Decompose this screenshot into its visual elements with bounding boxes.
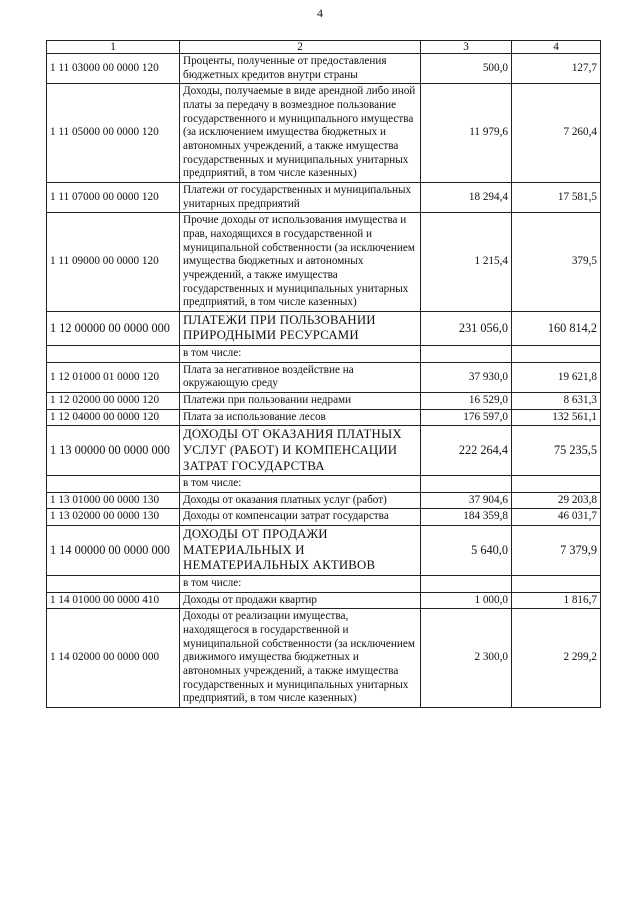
code-cell: 1 13 01000 00 0000 130 xyxy=(47,492,180,509)
name-cell: Доходы, получаемые в виде арендной либо иной платы за передачу в возмездное пользование государственного и муниципального имущества (за исключением имущества бюджетных и автономных учреждений, а также имущества государственных и муниципальных унитарных предприятий, в том числе казенных) xyxy=(180,84,421,183)
plan-value-cell xyxy=(421,346,512,363)
actual-value-cell: 7 379,9 xyxy=(512,526,601,576)
table-row xyxy=(47,492,601,509)
actual-value-cell: 7 260,4 xyxy=(512,84,601,183)
table-row xyxy=(47,311,601,345)
name-cell: ДОХОДЫ ОТ ОКАЗАНИЯ ПЛАТНЫХ УСЛУГ (РАБОТ) И КОМПЕНСАЦИИ ЗАТРАТ ГОСУДАРСТВА xyxy=(180,426,421,476)
actual-value-cell: 1 816,7 xyxy=(512,592,601,609)
table-row xyxy=(47,362,601,392)
column-header-actual: 4 xyxy=(512,41,601,54)
table-row xyxy=(47,592,601,609)
name-cell: Прочие доходы от использования имущества и прав, находящихся в государственной и муниципальной собственности (за исключением имущества бюджетных и автономных учреждений, а также имущества государственных и муниципальных унитарных предприятий, в том числе казенных) xyxy=(180,213,421,312)
code-cell: 1 12 00000 00 0000 000 xyxy=(47,311,180,345)
code-cell: 1 11 09000 00 0000 120 xyxy=(47,213,180,312)
table-row xyxy=(47,526,601,576)
column-header-plan: 3 xyxy=(421,41,512,54)
table-row xyxy=(47,609,601,708)
name-cell: в том числе: xyxy=(180,575,421,592)
code-cell: 1 12 01000 01 0000 120 xyxy=(47,362,180,392)
actual-value-cell: 17 581,5 xyxy=(512,182,601,212)
plan-value-cell: 2 300,0 xyxy=(421,609,512,708)
code-cell: 1 14 00000 00 0000 000 xyxy=(47,526,180,576)
page-number: 4 xyxy=(317,6,323,20)
name-cell: Плата за использование лесов xyxy=(180,409,421,426)
table-header-row xyxy=(47,41,601,54)
actual-value-cell: 379,5 xyxy=(512,213,601,312)
column-header-name: 2 xyxy=(180,41,421,54)
plan-value-cell xyxy=(421,575,512,592)
plan-value-cell: 176 597,0 xyxy=(421,409,512,426)
name-cell: Проценты, полученные от предоставления бюджетных кредитов внутри страны xyxy=(180,54,421,84)
table-row xyxy=(47,84,601,183)
actual-value-cell: 29 203,8 xyxy=(512,492,601,509)
plan-value-cell: 11 979,6 xyxy=(421,84,512,183)
table-row xyxy=(47,476,601,493)
plan-value-cell: 5 640,0 xyxy=(421,526,512,576)
table-row xyxy=(47,213,601,312)
table-row xyxy=(47,575,601,592)
code-cell xyxy=(47,346,180,363)
plan-value-cell: 16 529,0 xyxy=(421,393,512,410)
name-cell: Платежи при пользовании недрами xyxy=(180,393,421,410)
column-header-code: 1 xyxy=(47,41,180,54)
actual-value-cell: 160 814,2 xyxy=(512,311,601,345)
plan-value-cell xyxy=(421,476,512,493)
plan-value-cell: 500,0 xyxy=(421,54,512,84)
actual-value-cell xyxy=(512,575,601,592)
actual-value-cell xyxy=(512,476,601,493)
plan-value-cell: 1 215,4 xyxy=(421,213,512,312)
code-cell: 1 14 01000 00 0000 410 xyxy=(47,592,180,609)
plan-value-cell: 37 930,0 xyxy=(421,362,512,392)
plan-value-cell: 184 359,8 xyxy=(421,509,512,526)
name-cell: Платежи от государственных и муниципальных унитарных предприятий xyxy=(180,182,421,212)
table-row xyxy=(47,393,601,410)
actual-value-cell: 75 235,5 xyxy=(512,426,601,476)
name-cell: в том числе: xyxy=(180,476,421,493)
revenue-table xyxy=(46,40,601,708)
name-cell: Плата за негативное воздействие на окружающую среду xyxy=(180,362,421,392)
actual-value-cell: 46 031,7 xyxy=(512,509,601,526)
plan-value-cell: 231 056,0 xyxy=(421,311,512,345)
plan-value-cell: 37 904,6 xyxy=(421,492,512,509)
name-cell: Доходы от оказания платных услуг (работ) xyxy=(180,492,421,509)
plan-value-cell: 1 000,0 xyxy=(421,592,512,609)
code-cell: 1 11 07000 00 0000 120 xyxy=(47,182,180,212)
code-cell: 1 13 00000 00 0000 000 xyxy=(47,426,180,476)
actual-value-cell: 2 299,2 xyxy=(512,609,601,708)
table-body xyxy=(47,54,601,708)
name-cell: Доходы от компенсации затрат государства xyxy=(180,509,421,526)
code-cell xyxy=(47,476,180,493)
actual-value-cell: 8 631,3 xyxy=(512,393,601,410)
actual-value-cell xyxy=(512,346,601,363)
name-cell: ДОХОДЫ ОТ ПРОДАЖИ МАТЕРИАЛЬНЫХ И НЕМАТЕРИАЛЬНЫХ АКТИВОВ xyxy=(180,526,421,576)
name-cell: в том числе: xyxy=(180,346,421,363)
code-cell: 1 11 03000 00 0000 120 xyxy=(47,54,180,84)
actual-value-cell: 132 561,1 xyxy=(512,409,601,426)
table-row xyxy=(47,426,601,476)
plan-value-cell: 18 294,4 xyxy=(421,182,512,212)
table-row xyxy=(47,54,601,84)
name-cell: Доходы от продажи квартир xyxy=(180,592,421,609)
name-cell: ПЛАТЕЖИ ПРИ ПОЛЬЗОВАНИИ ПРИРОДНЫМИ РЕСУРСАМИ xyxy=(180,311,421,345)
name-cell: Доходы от реализации имущества, находящегося в государственной и муниципальной собственности (за исключением движимого имущества бюджетных и автономных учреждений, а также имущества государственных и муниципальных унитарных предприятий, в том числе казенных) xyxy=(180,609,421,708)
table-row xyxy=(47,509,601,526)
code-cell: 1 12 02000 00 0000 120 xyxy=(47,393,180,410)
code-cell: 1 14 02000 00 0000 000 xyxy=(47,609,180,708)
code-cell: 1 12 04000 00 0000 120 xyxy=(47,409,180,426)
plan-value-cell: 222 264,4 xyxy=(421,426,512,476)
actual-value-cell: 127,7 xyxy=(512,54,601,84)
table-row xyxy=(47,346,601,363)
code-cell: 1 11 05000 00 0000 120 xyxy=(47,84,180,183)
table-row xyxy=(47,409,601,426)
code-cell xyxy=(47,575,180,592)
code-cell: 1 13 02000 00 0000 130 xyxy=(47,509,180,526)
table-row xyxy=(47,182,601,212)
actual-value-cell: 19 621,8 xyxy=(512,362,601,392)
